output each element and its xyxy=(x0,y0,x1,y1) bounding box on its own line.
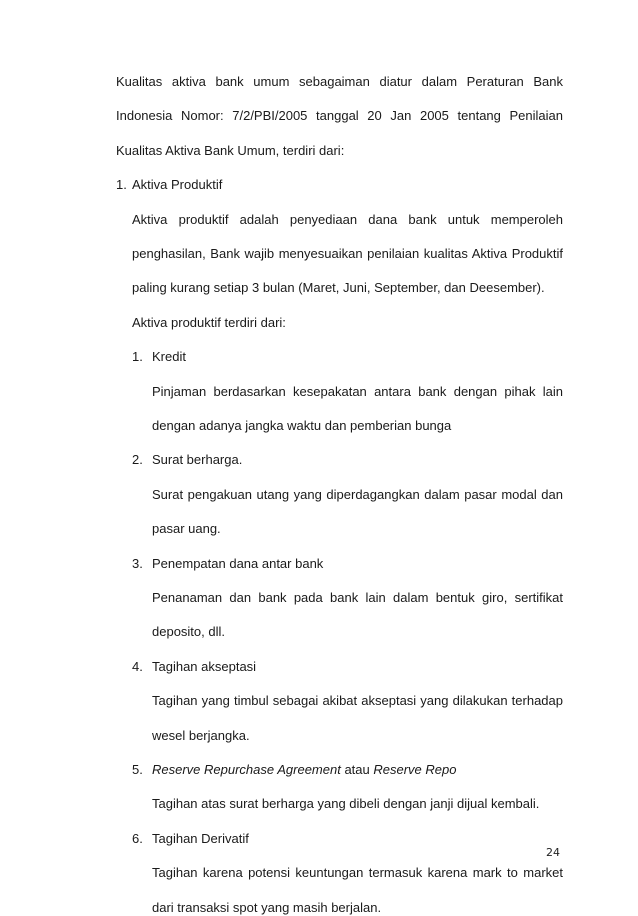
list-item-number: 1. xyxy=(132,349,143,364)
list-item-desc-line-2: dengan adanya jangka waktu dan pemberian bunga xyxy=(152,418,452,433)
list-item-title: Penempatan dana antar bank xyxy=(152,556,324,571)
list-item-number: 4. xyxy=(132,659,143,674)
list-item-number: 2. xyxy=(132,452,143,467)
section-para1-line-1: Aktiva produktif adalah penyediaan dana bank untuk memperoleh xyxy=(132,212,563,227)
list-item-title: Tagihan akseptasi xyxy=(152,659,257,674)
list-item-desc-line-2: pasar uang. xyxy=(152,521,221,536)
page-number: 24 xyxy=(546,846,560,859)
intro-line-2: Indonesia Nomor: 7/2/PBI/2005 tanggal 20 Jan 2005 tentang Penilaian xyxy=(116,108,563,123)
section-para1-line-2: penghasilan, Bank wajib menyesuaikan penilaian kualitas Aktiva Produktif xyxy=(132,246,563,261)
section-para2: Aktiva produktif terdiri dari: xyxy=(132,315,286,330)
intro-line-1: Kualitas aktiva bank umum sebagaiman diatur dalam Peraturan Bank xyxy=(116,74,563,89)
list-item-desc-line-1: Tagihan atas surat berharga yang dibeli dengan janji dijual kembali. xyxy=(152,796,540,811)
list-item-number: 3. xyxy=(132,556,143,571)
list-item-desc-line-1: Surat pengakuan utang yang diperdagangkan dalam pasar modal dan xyxy=(152,487,563,502)
list-item-desc-line-1: Penanaman dan bank pada bank lain dalam bentuk giro, sertifikat xyxy=(152,590,563,605)
list-item-desc-line-2: deposito, dll. xyxy=(152,624,225,639)
list-item-title: Surat berharga. xyxy=(152,452,243,467)
intro-line-3: Kualitas Aktiva Bank Umum, terdiri dari: xyxy=(116,143,345,158)
list-item-desc-line-1: Tagihan yang timbul sebagai akibat akseptasi yang dilakukan terhadap xyxy=(152,693,563,708)
list-item-desc-line-1: Tagihan karena potensi keuntungan termasuk karena mark to market xyxy=(152,865,563,880)
list-item-title: Kredit xyxy=(152,349,186,364)
list-item-desc-line-1: Pinjaman berdasarkan kesepakatan antara bank dengan pihak lain xyxy=(152,384,563,399)
list-item-title: Tagihan Derivatif xyxy=(152,831,249,846)
list-item-number: 5. xyxy=(132,762,143,777)
list-item-desc-line-2: wesel berjangka. xyxy=(152,728,250,743)
list-item-title-connector: atau xyxy=(340,762,374,777)
section-number: 1. xyxy=(116,177,127,192)
list-item-title-italic-2: Reserve Repo xyxy=(373,762,457,777)
list-item-number: 6. xyxy=(132,831,143,846)
list-item-title-italic-1: Reserve Repurchase Agreement xyxy=(152,762,341,777)
section-title: Aktiva Produktif xyxy=(132,177,223,192)
list-item-title xyxy=(152,762,456,778)
section-para1-line-3: paling kurang setiap 3 bulan (Maret, Juni, September, dan Deesember). xyxy=(132,280,545,295)
list-item-desc-line-2: dari transaksi spot yang masih berjalan. xyxy=(152,900,382,915)
